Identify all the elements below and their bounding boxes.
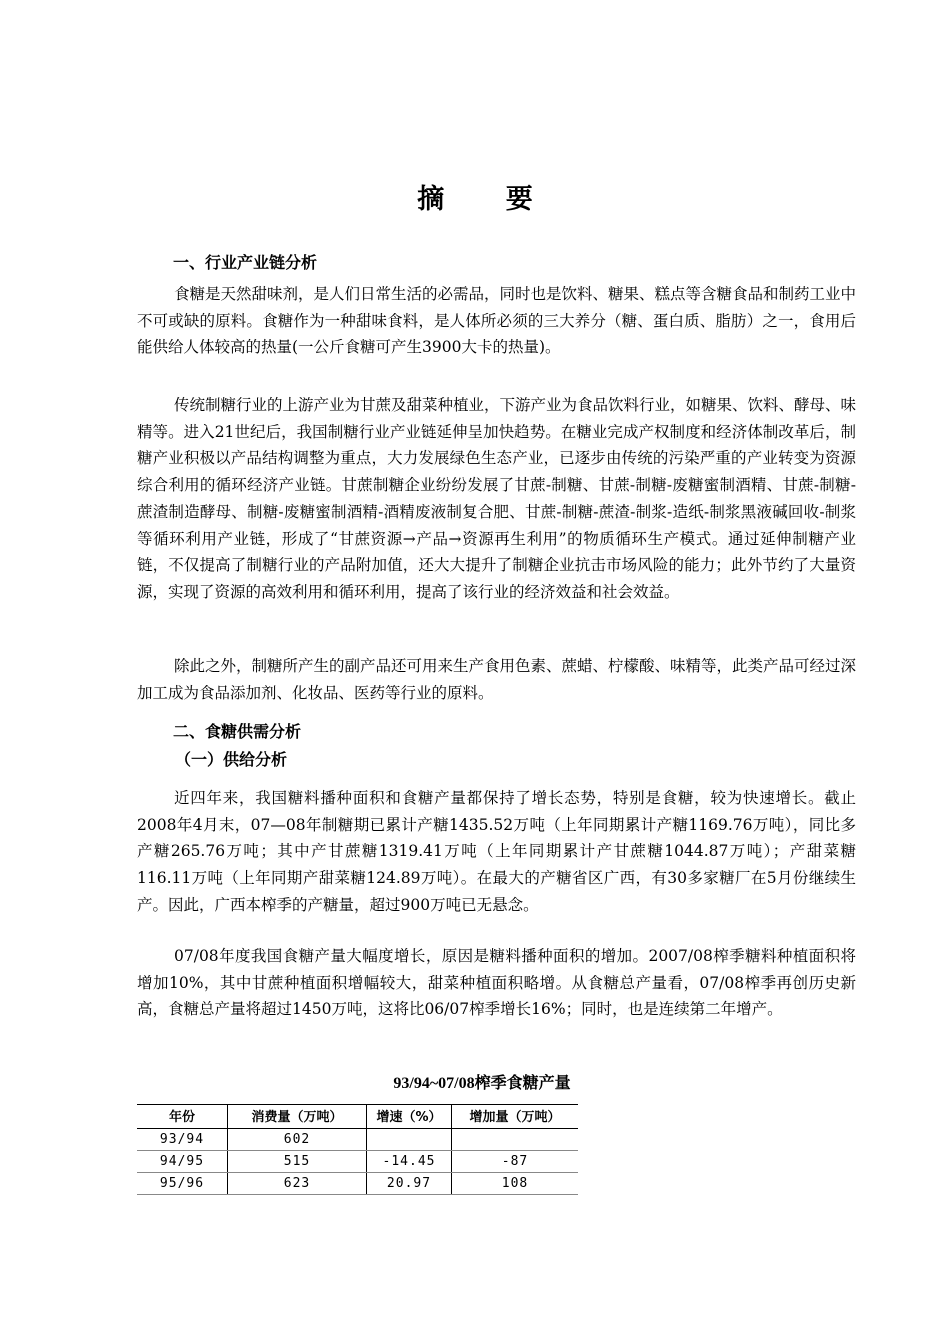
cell-growth-rate: -14.45: [367, 1151, 452, 1173]
cell-growth-rate: 20.97: [367, 1173, 452, 1195]
table-row: [137, 1129, 578, 1151]
table-row: [137, 1173, 578, 1195]
section-heading-supply-demand: 二、食糖供需分析: [173, 722, 302, 741]
cell-increase: -87: [452, 1151, 579, 1173]
paragraph-production-growth: 07/08年度我国食糖产量大幅度增长，原因是糖料播种面积的增加。2007/08榨季糖料种植面积将增加10%，其中甘蔗种植面积增幅较大，甜菜种植面积略增。从食糖总产量看，07/08榨季再创历史新高，食糖总产量将超过1450万吨，这将比06/07榨季增长16%；同时，也是连续第二年增产。: [137, 947, 856, 1019]
table-row: [137, 1151, 578, 1173]
subsection-heading-supply: （一）供给分析: [175, 750, 288, 769]
cell-year: 94/95: [137, 1151, 228, 1173]
table-header-row: [137, 1105, 578, 1129]
cell-year: 95/96: [137, 1173, 228, 1195]
paragraph-industry-chain: 传统制糖行业的上游产业为甘蔗及甜菜种植业，下游产业为食品饮料行业，如糖果、饮料、酵母、味精等。进入21世纪后，我国制糖行业产业链延伸呈加快趋势。在糖业完成产权制度和经济体制改革后，制糖产业积极以产品结构调整为重点，大力发展绿色生态产业，已逐步由传统的污染严重的产业转变为资源综合利用的循环经济产业链。甘蔗制糖企业纷纷发展了甘蔗-制糖、甘蔗-制糖-废糖蜜制酒精、甘蔗-制糖-蔗渣制造酵母、制糖-废糖蜜制酒精-酒精废液制复合肥、甘蔗-制糖-蔗渣-制浆-造纸-制浆黑液碱回收-制浆等循环利用产业链，形成了“甘蔗资源→产品→资源再生利用”的物质循环生产模式。通过延伸制糖产业链，不仅提高了制糖行业的产品附加值，还大大提升了制糖企业抗击市场风险的能力；此外节约了大量资源，实现了资源的高效利用和循环利用，提高了该行业的经济效益和社会效益。: [137, 396, 857, 601]
header-consumption: 消费量（万吨）: [228, 1105, 367, 1129]
paragraph-sugar-intro: 食糖是天然甜味剂，是人们日常生活的必需品，同时也是饮料、糖果、糕点等含糖食品和制药工业中不可或缺的原料。食糖作为一种甜味食料，是人体所必须的三大养分（糖、蛋白质、脂肪）之一，食用后能供给人体较高的热量(一公斤食糖可产生3900大卡的热量)。: [137, 285, 857, 357]
cell-consumption: 623: [228, 1173, 367, 1195]
cell-year: 93/94: [137, 1129, 228, 1151]
cell-consumption: 515: [228, 1151, 367, 1173]
cell-increase: [452, 1129, 579, 1151]
header-year: 年份: [137, 1105, 228, 1129]
page-title: 摘 要: [417, 184, 559, 215]
section-heading-industry-chain: 一、行业产业链分析: [173, 253, 318, 272]
paragraph-byproducts: 除此之外，制糖所产生的副产品还可用来生产食用色素、蔗蜡、柠檬酸、味精等，此类产品可经过深加工成为食品添加剂、化妆品、医药等行业的原料。: [137, 657, 857, 702]
cell-growth-rate: [367, 1129, 452, 1151]
header-increase: 增加量（万吨）: [452, 1105, 579, 1129]
cell-consumption: 602: [228, 1129, 367, 1151]
paragraph-supply-overview: 近四年来，我国糖料播种面积和食糖产量都保持了增长态势，特别是食糖，较为快速增长。截止2008年4月末，07—08年制糖期已累计产糖1435.52万吨（上年同期累计产糖1169.76万吨），同比多产糖265.76万吨；其中产甘蔗糖1319.41万吨（上年同期累计产甘蔗糖1044.87万吨）；产甜菜糖116.11万吨（上年同期产甜菜糖124.89万吨）。在最大的产糖省区广西，有30多家糖厂在5月份继续生产。因此，广西本榨季的产糖量，超过900万吨已无悬念。: [137, 789, 856, 914]
header-growth-rate: 增速（%）: [367, 1105, 452, 1129]
sugar-production-table: [137, 1104, 578, 1195]
cell-increase: 108: [452, 1173, 579, 1195]
table-caption: 93/94~07/08榨季食糖产量: [393, 1075, 571, 1092]
